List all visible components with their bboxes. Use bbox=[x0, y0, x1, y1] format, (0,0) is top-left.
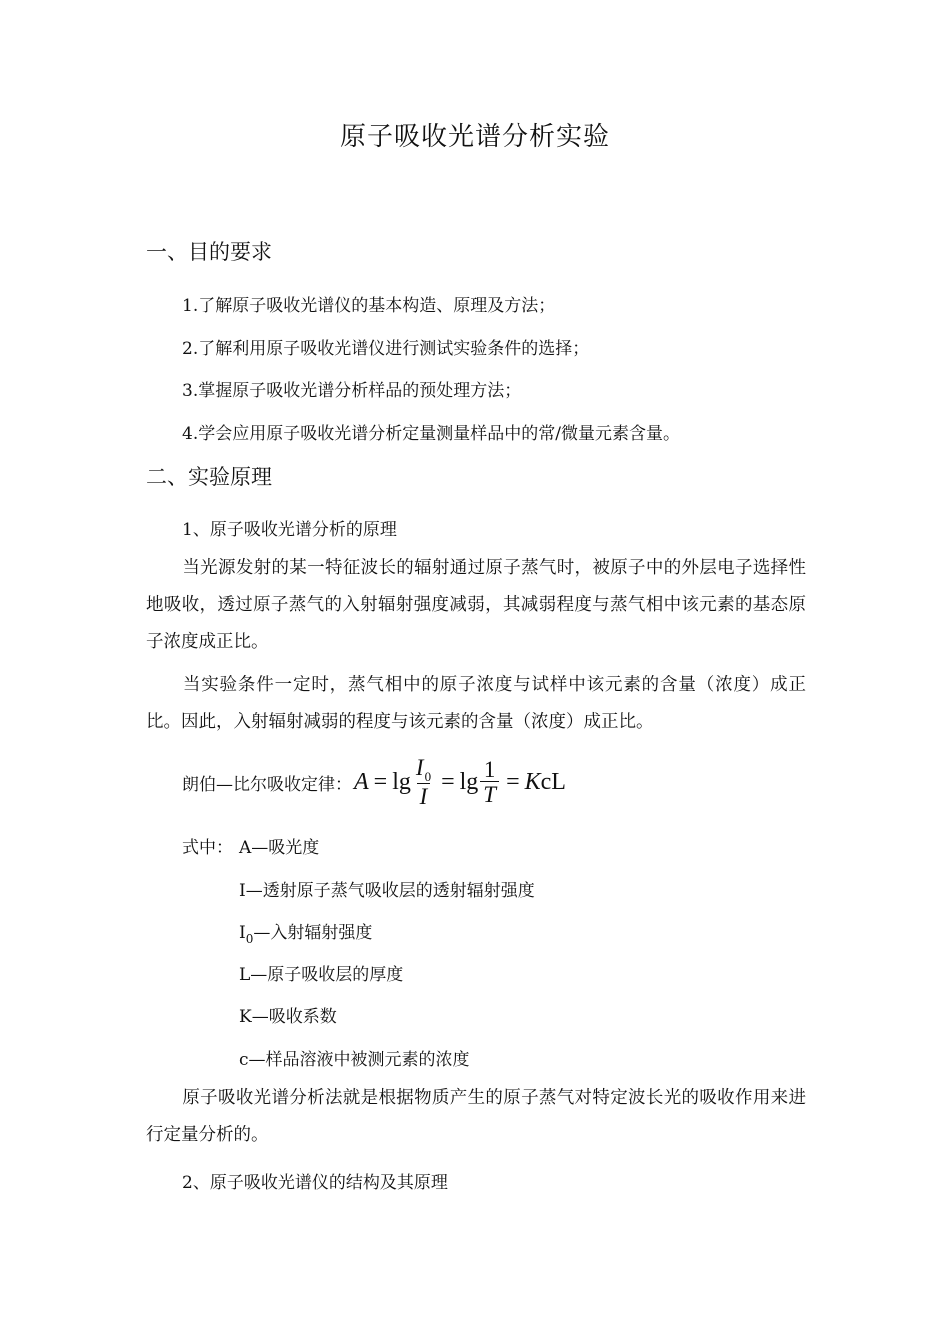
definition-a: A—吸光度 bbox=[239, 838, 320, 858]
formula-label: 朗伯—比尔吸收定律： bbox=[182, 774, 352, 795]
paragraph-text: 原子吸收光谱分析法就是根据物质产生的原子蒸气对特定波长光的吸收作用来进行定量分析的。 bbox=[146, 1088, 806, 1145]
definition-c: c—样品溶液中被测元素的浓度 bbox=[239, 1050, 470, 1070]
frac-denominator: T bbox=[480, 781, 499, 806]
paragraph-principle-3 bbox=[146, 1080, 806, 1154]
formula-k-symbol: K bbox=[524, 768, 541, 795]
objective-item-2: 2.了解利用原子吸收光谱仪进行测试实验条件的选择； bbox=[182, 339, 590, 359]
definition-i: I—透射原子蒸气吸收层的透射辐射强度 bbox=[239, 881, 535, 901]
definition-i0-text: —入射辐射强度 bbox=[253, 923, 373, 943]
formula-equals: = bbox=[441, 768, 455, 795]
subsection-heading-1: 1、原子吸收光谱分析的原理 bbox=[182, 520, 397, 540]
formula-fraction-transmittance bbox=[480, 758, 499, 806]
definition-i0-subscript: 0 bbox=[245, 932, 254, 946]
objective-item-1: 1.了解原子吸收光谱仪的基本构造、原理及方法； bbox=[182, 296, 556, 316]
section-heading-principle: 二、实验原理 bbox=[146, 465, 272, 489]
frac-numerator: 1 bbox=[483, 757, 496, 782]
frac-numerator-subscript: 0 bbox=[424, 769, 432, 784]
definition-k: K—吸收系数 bbox=[239, 1007, 337, 1027]
formula-lg: lg bbox=[459, 768, 479, 795]
definition-l: L—原子吸收层的厚度 bbox=[239, 965, 404, 985]
beer-lambert-formula bbox=[354, 756, 566, 808]
definition-i0-symbol: I bbox=[239, 923, 246, 943]
paragraph-text: 当光源发射的某一特征波长的辐射通过原子蒸气时，被原子中的外层电子选择性地吸收，透过原子蒸气的入射辐射强度减弱，其减弱程度与蒸气相中该元素的基态原子浓度成正比。 bbox=[146, 558, 806, 652]
formula-absorbance-symbol: A bbox=[354, 768, 369, 795]
definition-i0 bbox=[239, 918, 372, 946]
formula-c-l-symbols: cL bbox=[540, 768, 566, 795]
frac-numerator: I bbox=[415, 755, 424, 780]
beer-lambert-formula-row bbox=[182, 752, 566, 812]
frac-denominator: I bbox=[417, 783, 431, 808]
subsection-heading-2: 2、原子吸收光谱仪的结构及其原理 bbox=[182, 1173, 448, 1193]
document-title: 原子吸收光谱分析实验 bbox=[339, 122, 610, 152]
definitions-label: 式中： bbox=[182, 838, 233, 858]
paragraph-principle-1 bbox=[146, 550, 806, 661]
formula-equals: = bbox=[373, 768, 388, 795]
objective-item-3: 3.掌握原子吸收光谱分析样品的预处理方法； bbox=[182, 381, 522, 401]
paragraph-principle-2 bbox=[146, 667, 806, 741]
formula-equals: = bbox=[506, 768, 520, 795]
paragraph-text: 当实验条件一定时，蒸气相中的原子浓度与试样中该元素的含量（浓度）成正比。因此，入射辐射减弱的程度与该元素的含量（浓度）成正比。 bbox=[146, 675, 806, 732]
formula-fraction-intensity bbox=[413, 756, 434, 808]
objective-item-4: 4.学会应用原子吸收光谱分析定量测量样品中的常/微量元素含量。 bbox=[182, 424, 680, 444]
section-heading-objectives: 一、目的要求 bbox=[146, 240, 272, 264]
formula-lg: lg bbox=[392, 768, 411, 795]
